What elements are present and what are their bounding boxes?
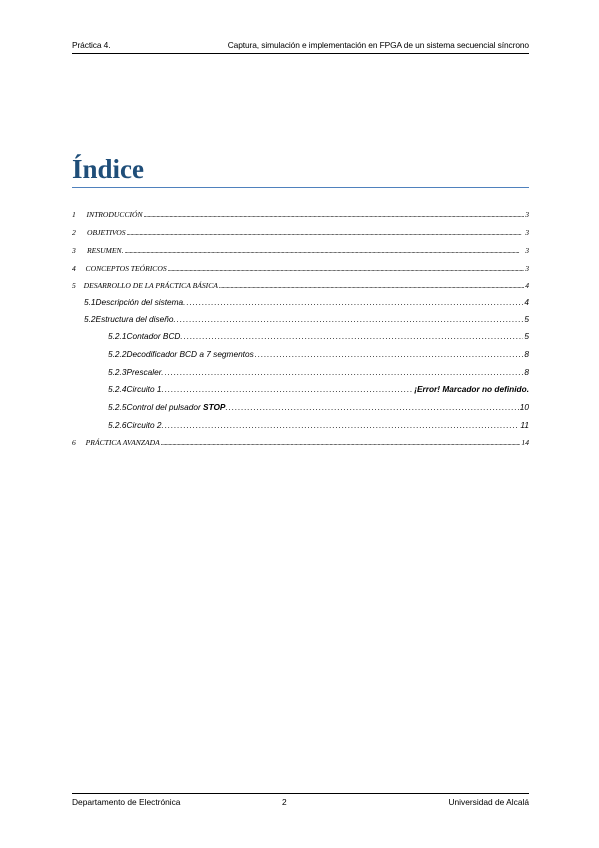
toc-entry-number: 5.2.6 — [108, 420, 127, 430]
toc-entry-text: INTRODUCCIÓN — [86, 210, 143, 219]
toc-entry-4[interactable] — [72, 264, 529, 273]
toc-entry-number: 5 — [72, 281, 76, 290]
toc-entry-text: Contador BCD. — [126, 331, 183, 341]
toc-entry-page: 3 — [525, 228, 529, 237]
toc-entry-text: Prescaler. — [126, 367, 164, 377]
toc-leader-dots — [255, 349, 524, 359]
toc-entry-text: Estructura del diseño. — [95, 314, 176, 324]
toc-entry-page: 5 — [524, 314, 529, 324]
toc-entry-text: OBJETIVOS — [87, 228, 126, 237]
toc-leader-dots — [127, 228, 525, 237]
toc-entry-number: 3 — [72, 246, 76, 255]
toc-entry-text: PRÁCTICA AVANZADA — [85, 438, 160, 447]
footer-university: Universidad de Alcalá — [448, 797, 529, 807]
toc-entry-number: 5.2.4 — [108, 384, 127, 394]
toc-entry-text: Circuito 2. — [126, 420, 164, 430]
toc-entry-3[interactable] — [72, 246, 529, 255]
toc-leader-dots — [168, 264, 525, 273]
toc-entry-number: 6 — [72, 438, 76, 447]
toc-entry-5-2[interactable] — [84, 314, 529, 324]
toc-entry-5[interactable] — [72, 281, 529, 290]
header-left: Práctica 4. — [72, 40, 111, 50]
toc-entry-text: Descripción del sistema. — [95, 297, 186, 307]
toc-entry-page: 3 — [525, 210, 529, 219]
footer-page-number: 2 — [282, 797, 287, 807]
toc-entry-number: 2 — [72, 228, 76, 237]
toc-leader-dots — [165, 384, 413, 394]
toc-entry-text: CONCEPTOS TEÓRICOS — [85, 264, 167, 273]
toc-entry-5-2-6[interactable] — [108, 420, 529, 430]
toc-entry-6[interactable] — [72, 438, 529, 447]
toc-title: Índice — [72, 154, 145, 184]
toc-entry-5-1[interactable] — [84, 297, 529, 307]
footer-rule — [72, 793, 529, 794]
toc-entry-number: 5.2.1 — [108, 331, 127, 341]
toc-entry-5-2-1[interactable] — [108, 331, 529, 341]
toc-entry-5-2-3[interactable] — [108, 367, 529, 377]
toc-entry-page: 4 — [524, 297, 529, 307]
toc-entry-page: 3 — [525, 246, 529, 255]
toc-entry-text-pre: Control del pulsador — [126, 402, 204, 412]
toc-leader-dots — [219, 281, 524, 290]
toc-leader-dots — [144, 210, 525, 219]
toc-entry-text-post: . — [225, 402, 228, 412]
toc-entry-page: 3 — [525, 264, 529, 273]
title-rule — [72, 187, 529, 188]
toc-leader-dots — [165, 367, 524, 377]
toc-leader-dots — [229, 402, 519, 412]
toc-entry-page: 8 — [524, 349, 529, 359]
toc-entry-2[interactable] — [72, 228, 529, 237]
toc-entry-number: 5.1 — [84, 297, 96, 307]
toc-entry-number: 5.2.5 — [108, 402, 127, 412]
toc-entry-page: 11 — [520, 420, 529, 430]
toc-entry-number: 1 — [72, 210, 76, 219]
toc-entry-1[interactable] — [72, 210, 529, 219]
header-rule — [72, 53, 529, 54]
toc-entry-number: 5.2.3 — [108, 367, 127, 377]
toc-leader-dots — [125, 246, 525, 255]
toc-entry-5-2-4[interactable] — [108, 384, 529, 394]
toc-leader-dots — [186, 297, 523, 307]
toc-entry-page: 14 — [521, 438, 529, 447]
toc-leader-dots — [177, 314, 524, 324]
toc-entry-5-2-2[interactable] — [108, 349, 529, 359]
toc-entry-number: 5.2.2 — [108, 349, 127, 359]
footer-department: Departamento de Electrónica — [72, 797, 181, 807]
toc-leader-dots — [165, 420, 520, 430]
header-right: Captura, simulación e implementación en FPGA de un sistema secuencial síncrono — [227, 40, 529, 50]
toc-entry-number: 4 — [72, 264, 76, 273]
toc-entry-text: Decodificador BCD a 7 segmentos — [126, 349, 254, 359]
toc-entry-5-2-5[interactable] — [108, 402, 529, 412]
toc-leader-dots — [161, 438, 521, 447]
toc-entry-page: 10 — [519, 402, 529, 412]
toc-entry-text — [126, 402, 227, 412]
toc-entry-error-marker: ¡Error! Marcador no definido. — [414, 384, 529, 394]
toc-entry-page: 5 — [524, 331, 529, 341]
toc-entry-number: 5.2 — [84, 314, 96, 324]
toc-entry-text: RESUMEN. — [87, 246, 124, 255]
toc-entry-text: DESARROLLO DE LA PRÁCTICA BÁSICA — [83, 281, 218, 290]
toc-entry-text: Circuito 1. — [126, 384, 164, 394]
toc-entry-page: 4 — [525, 281, 529, 290]
toc-entry-page: 8 — [524, 367, 529, 377]
toc-leader-dots — [184, 331, 524, 341]
toc-entry-text-bold: STOP — [203, 402, 226, 412]
